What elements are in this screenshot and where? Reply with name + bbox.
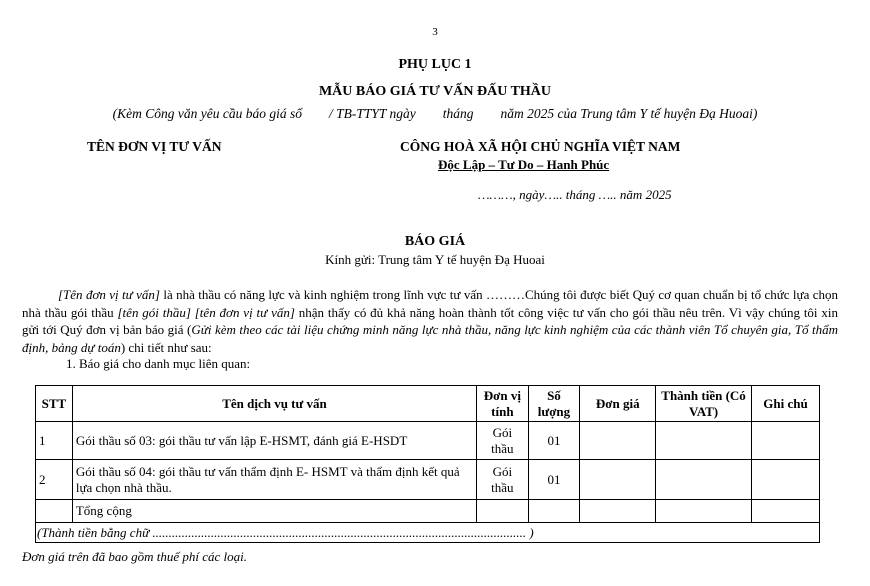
amount-in-words: (Thành tiền bằng chữ ................................................................................................................... ) bbox=[36, 523, 820, 543]
row-service-name: Gói thầu số 03: gói thầu tư vấn lập E-HSMT, đánh giá E-HSDT bbox=[72, 422, 476, 460]
total-label: Tổng cộng bbox=[72, 500, 476, 523]
table-row bbox=[36, 460, 820, 500]
table-header-row bbox=[36, 386, 820, 422]
attachments-note: Gửi kèm theo các tài liệu chứng minh năng lực nhà thầu, năng lực kinh nghiệm của các thành viên Tổ chuyên gia, Tổ thẩm định, bảng dự toán bbox=[22, 322, 838, 355]
package-name-placeholder: [tên gói thầu] bbox=[117, 304, 191, 320]
paragraph-text: nhận thấy có đủ khả năng hoàn thành tốt công việc tư vấn cho gói thầu nêu trên. Vì vậy chúng tôi xin gửi tới Quý đơn vị bản báo giá ( bbox=[22, 304, 838, 337]
header-service-name: Tên dịch vụ tư vấn bbox=[72, 386, 476, 422]
footnote: Đơn giá trên đã bao gồm thuế phí các loại. bbox=[22, 549, 248, 564]
recipient-line: Kính gửi: Trung tâm Y tế huyện Đạ Huoai bbox=[325, 252, 545, 267]
total-quantity-cell bbox=[528, 500, 580, 523]
document-title: BÁO GIÁ bbox=[404, 234, 466, 249]
paragraph-text: là nhà thầu có năng lực và kinh nghiệm trong lĩnh vực tư vấn ………Chúng tôi được biết Quý cơ quan chuẩn bị tổ chức lựa chọn nhà thầu gói thầu bbox=[22, 287, 838, 320]
header-total: Thành tiền (Có VAT) bbox=[656, 386, 752, 422]
row-stt: 2 bbox=[36, 460, 73, 500]
form-title: MẪU BÁO GIÁ TƯ VẤN ĐẤU THẦU bbox=[318, 84, 552, 99]
row-service-name: Gói thầu số 04: gói thầu tư vấn thẩm định E- HSMT và thẩm định kết quả lựa chọn nhà thầu. bbox=[72, 460, 476, 500]
national-motto: Độc Lập – Tư Do – Hanh Phúc bbox=[438, 157, 610, 172]
page-number: 3 bbox=[432, 26, 438, 38]
intro-paragraph bbox=[22, 286, 838, 356]
header-unit-price: Đơn giá bbox=[580, 386, 656, 422]
header-stt: STT bbox=[36, 386, 73, 422]
row-unit: Gói thầu bbox=[477, 422, 528, 460]
row-note bbox=[751, 422, 819, 460]
consultant-unit-name: TÊN ĐƠN VỊ TƯ VẤN bbox=[87, 139, 222, 154]
consultant-name-placeholder: [Tên đơn vị tư vấn] bbox=[58, 287, 160, 302]
paragraph-text: ) chi tiết như sau: bbox=[120, 339, 212, 355]
national-title: CÔNG HOÀ XÃ HỘI CHỦ NGHĨA VIỆT NAM bbox=[400, 139, 681, 154]
row-quantity: 01 bbox=[528, 460, 580, 500]
header-unit: Đơn vị tính bbox=[477, 386, 528, 422]
row-quantity: 01 bbox=[528, 422, 580, 460]
total-unit-cell bbox=[477, 500, 528, 523]
row-unit-price bbox=[580, 460, 656, 500]
header-quantity: Số lượng bbox=[528, 386, 580, 422]
row-unit: Gói thầu bbox=[477, 460, 528, 500]
table-row bbox=[36, 422, 820, 460]
date-line: ………, ngày….. tháng ….. năm 2025 bbox=[478, 187, 672, 202]
row-unit-price bbox=[580, 422, 656, 460]
row-stt: 1 bbox=[36, 422, 73, 460]
total-amount-cell bbox=[656, 500, 752, 523]
table-words-row bbox=[36, 523, 820, 543]
attachment-note: (Kèm Công văn yêu cầu báo giá số / TB-TTYT ngày tháng năm 2025 của Trung tâm Y tế huyện Đạ Huoai) bbox=[112, 106, 758, 121]
header-note: Ghi chú bbox=[751, 386, 819, 422]
consultant-unit-placeholder: [tên đơn vị tư vấn] bbox=[194, 304, 295, 320]
row-total bbox=[656, 460, 752, 500]
table-total-row bbox=[36, 500, 820, 523]
total-stt-cell bbox=[36, 500, 73, 523]
total-price-cell bbox=[580, 500, 656, 523]
total-note-cell bbox=[751, 500, 819, 523]
appendix-title: PHỤ LỤC 1 bbox=[398, 57, 472, 72]
row-total bbox=[656, 422, 752, 460]
list-item-1: 1. Báo giá cho danh mục liên quan: bbox=[66, 356, 251, 371]
price-table bbox=[35, 385, 820, 543]
row-note bbox=[751, 460, 819, 500]
